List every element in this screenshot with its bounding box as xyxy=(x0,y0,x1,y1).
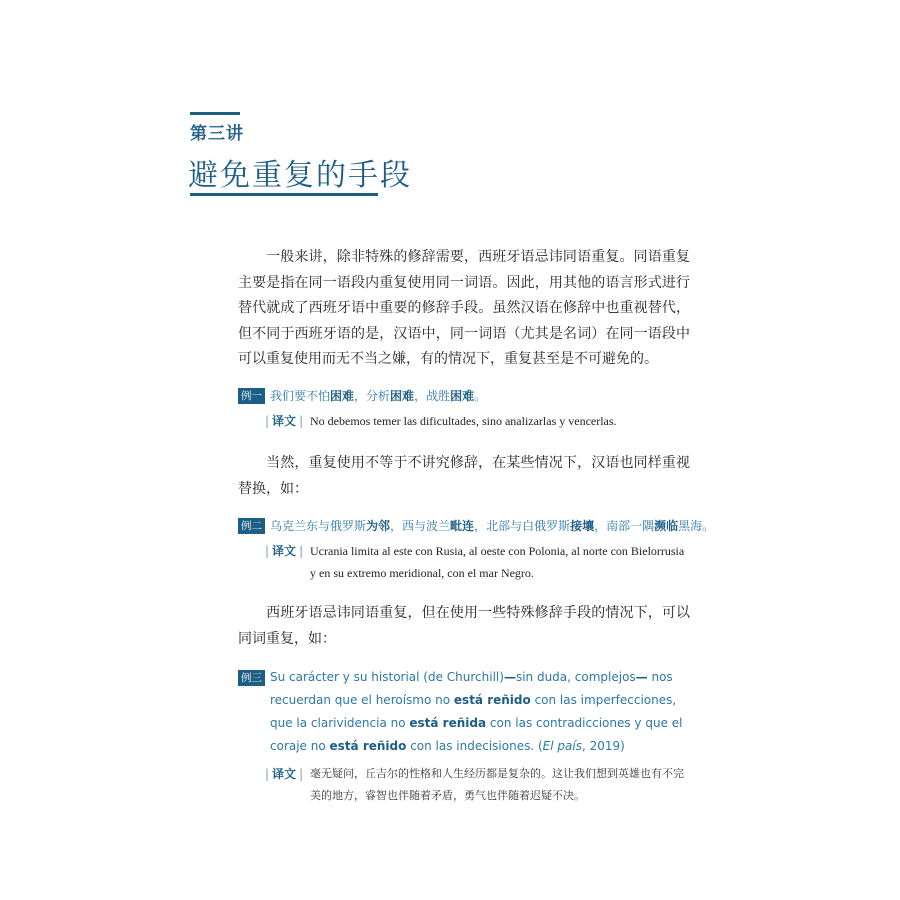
example-1-seg: 。 xyxy=(474,389,487,403)
paragraph-3 xyxy=(238,601,690,652)
example-3-dash: — xyxy=(503,670,516,684)
example-3-seg: , 2019) xyxy=(581,739,625,753)
example-3-translation: 毫无疑问，丘吉尔的性格和人生经历都是复杂的。这让我们想到英雄也有不完美的地方，睿智也伴随着矛盾，勇气也伴随着迟疑不决。 xyxy=(310,767,684,802)
intro-paragraph xyxy=(238,245,690,373)
chapter-title: 避免重复的手段 xyxy=(188,158,412,193)
example-1-highlight: 困难 xyxy=(390,389,415,403)
paragraph-2-text: 当然，重复使用不等于不讲究修辞，在某些情况下，汉语也同样重视替换，如： xyxy=(238,455,690,497)
translation-label: 译文 xyxy=(272,767,297,781)
example-1-translation-tag: | 译文 | xyxy=(265,414,304,428)
header-top-rule xyxy=(190,112,240,115)
paragraph-3-text: 西班牙语忌讳同语重复，但在使用一些特殊修辞手段的情况下，可以同词重复，如： xyxy=(238,605,690,647)
example-2-highlight: 接壤 xyxy=(570,519,595,533)
example-3-translation-tag: | 译文 | xyxy=(265,767,304,781)
header-underline xyxy=(190,193,378,196)
example-1-tag: 例一 xyxy=(238,388,265,404)
example-2-seg: ，南部一隅 xyxy=(594,519,655,533)
example-2-seg: ，北部与白俄罗斯 xyxy=(474,519,571,533)
example-2-highlight: 濒临 xyxy=(654,519,679,533)
example-3-seg: sin duda, complejos xyxy=(515,670,636,684)
example-2-seg: 黑海。 xyxy=(678,519,715,533)
example-1-seg: ，分析 xyxy=(354,389,391,403)
example-2-translation: Ucrania limita al este con Rusia, al oeste con Polonia, al norte con Bielorrusia y en su extremo meridional, con el mar Negro. xyxy=(310,544,685,580)
example-3-highlight: está reñida xyxy=(409,716,487,730)
example-1-highlight: 困难 xyxy=(450,389,475,403)
example-2-seg: 乌克兰东与俄罗斯 xyxy=(270,519,367,533)
example-3-tag: 例三 xyxy=(238,670,265,686)
lecture-label: 第三讲 xyxy=(190,124,244,144)
example-3-seg: con las indecisiones. ( xyxy=(406,739,543,753)
example-2-text xyxy=(270,515,714,537)
paragraph-2 xyxy=(238,451,690,502)
example-3-seg: con las imperfecciones, que la clarividencia no xyxy=(270,693,677,730)
example-2-highlight: 毗连 xyxy=(450,519,475,533)
example-3-seg: Su carácter y su historial (de Churchill) xyxy=(270,670,504,684)
example-1-highlight: 困难 xyxy=(330,389,355,403)
example-3-highlight: está reñido xyxy=(329,739,407,753)
example-3-text xyxy=(270,666,690,758)
example-2-translation-tag: | 译文 | xyxy=(265,544,304,558)
example-2-highlight: 为邻 xyxy=(366,519,391,533)
translation-label: 译文 xyxy=(272,414,297,428)
example-1-seg: 我们要不怕 xyxy=(270,389,331,403)
example-2-tag: 例二 xyxy=(238,518,265,534)
example-2-seg: ，西与波兰 xyxy=(390,519,451,533)
example-3-dash: — xyxy=(635,670,648,684)
intro-paragraph-text: 一般来讲，除非特殊的修辞需要，西班牙语忌讳同语重复。同语重复主要是指在同一语段内重复使用同一词语。因此，用其他的语言形式进行替代就成了西班牙语中重要的修辞手段。虽然汉语在修辞中也重视替代，但不同于西班牙语的是，汉语中，同一词语（尤其是名词）在同一语段中可以重复使用而无不当之嫌，有的情况下，重复甚至是不可避免的。 xyxy=(238,249,690,367)
example-1-text xyxy=(270,385,486,407)
example-3-highlight: está reñido xyxy=(453,693,531,707)
translation-label: 译文 xyxy=(272,544,297,558)
example-1-seg: ，战胜 xyxy=(414,389,451,403)
example-3-seg: con las contradicciones y que el coraje no xyxy=(270,716,683,753)
example-3-seg: nos recuerdan que el heroísmo no xyxy=(270,670,673,707)
example-3-source: El país xyxy=(542,739,582,753)
example-1-translation: No debemos temer las dificultades, sino analizarlas y vencerlas. xyxy=(310,414,617,428)
